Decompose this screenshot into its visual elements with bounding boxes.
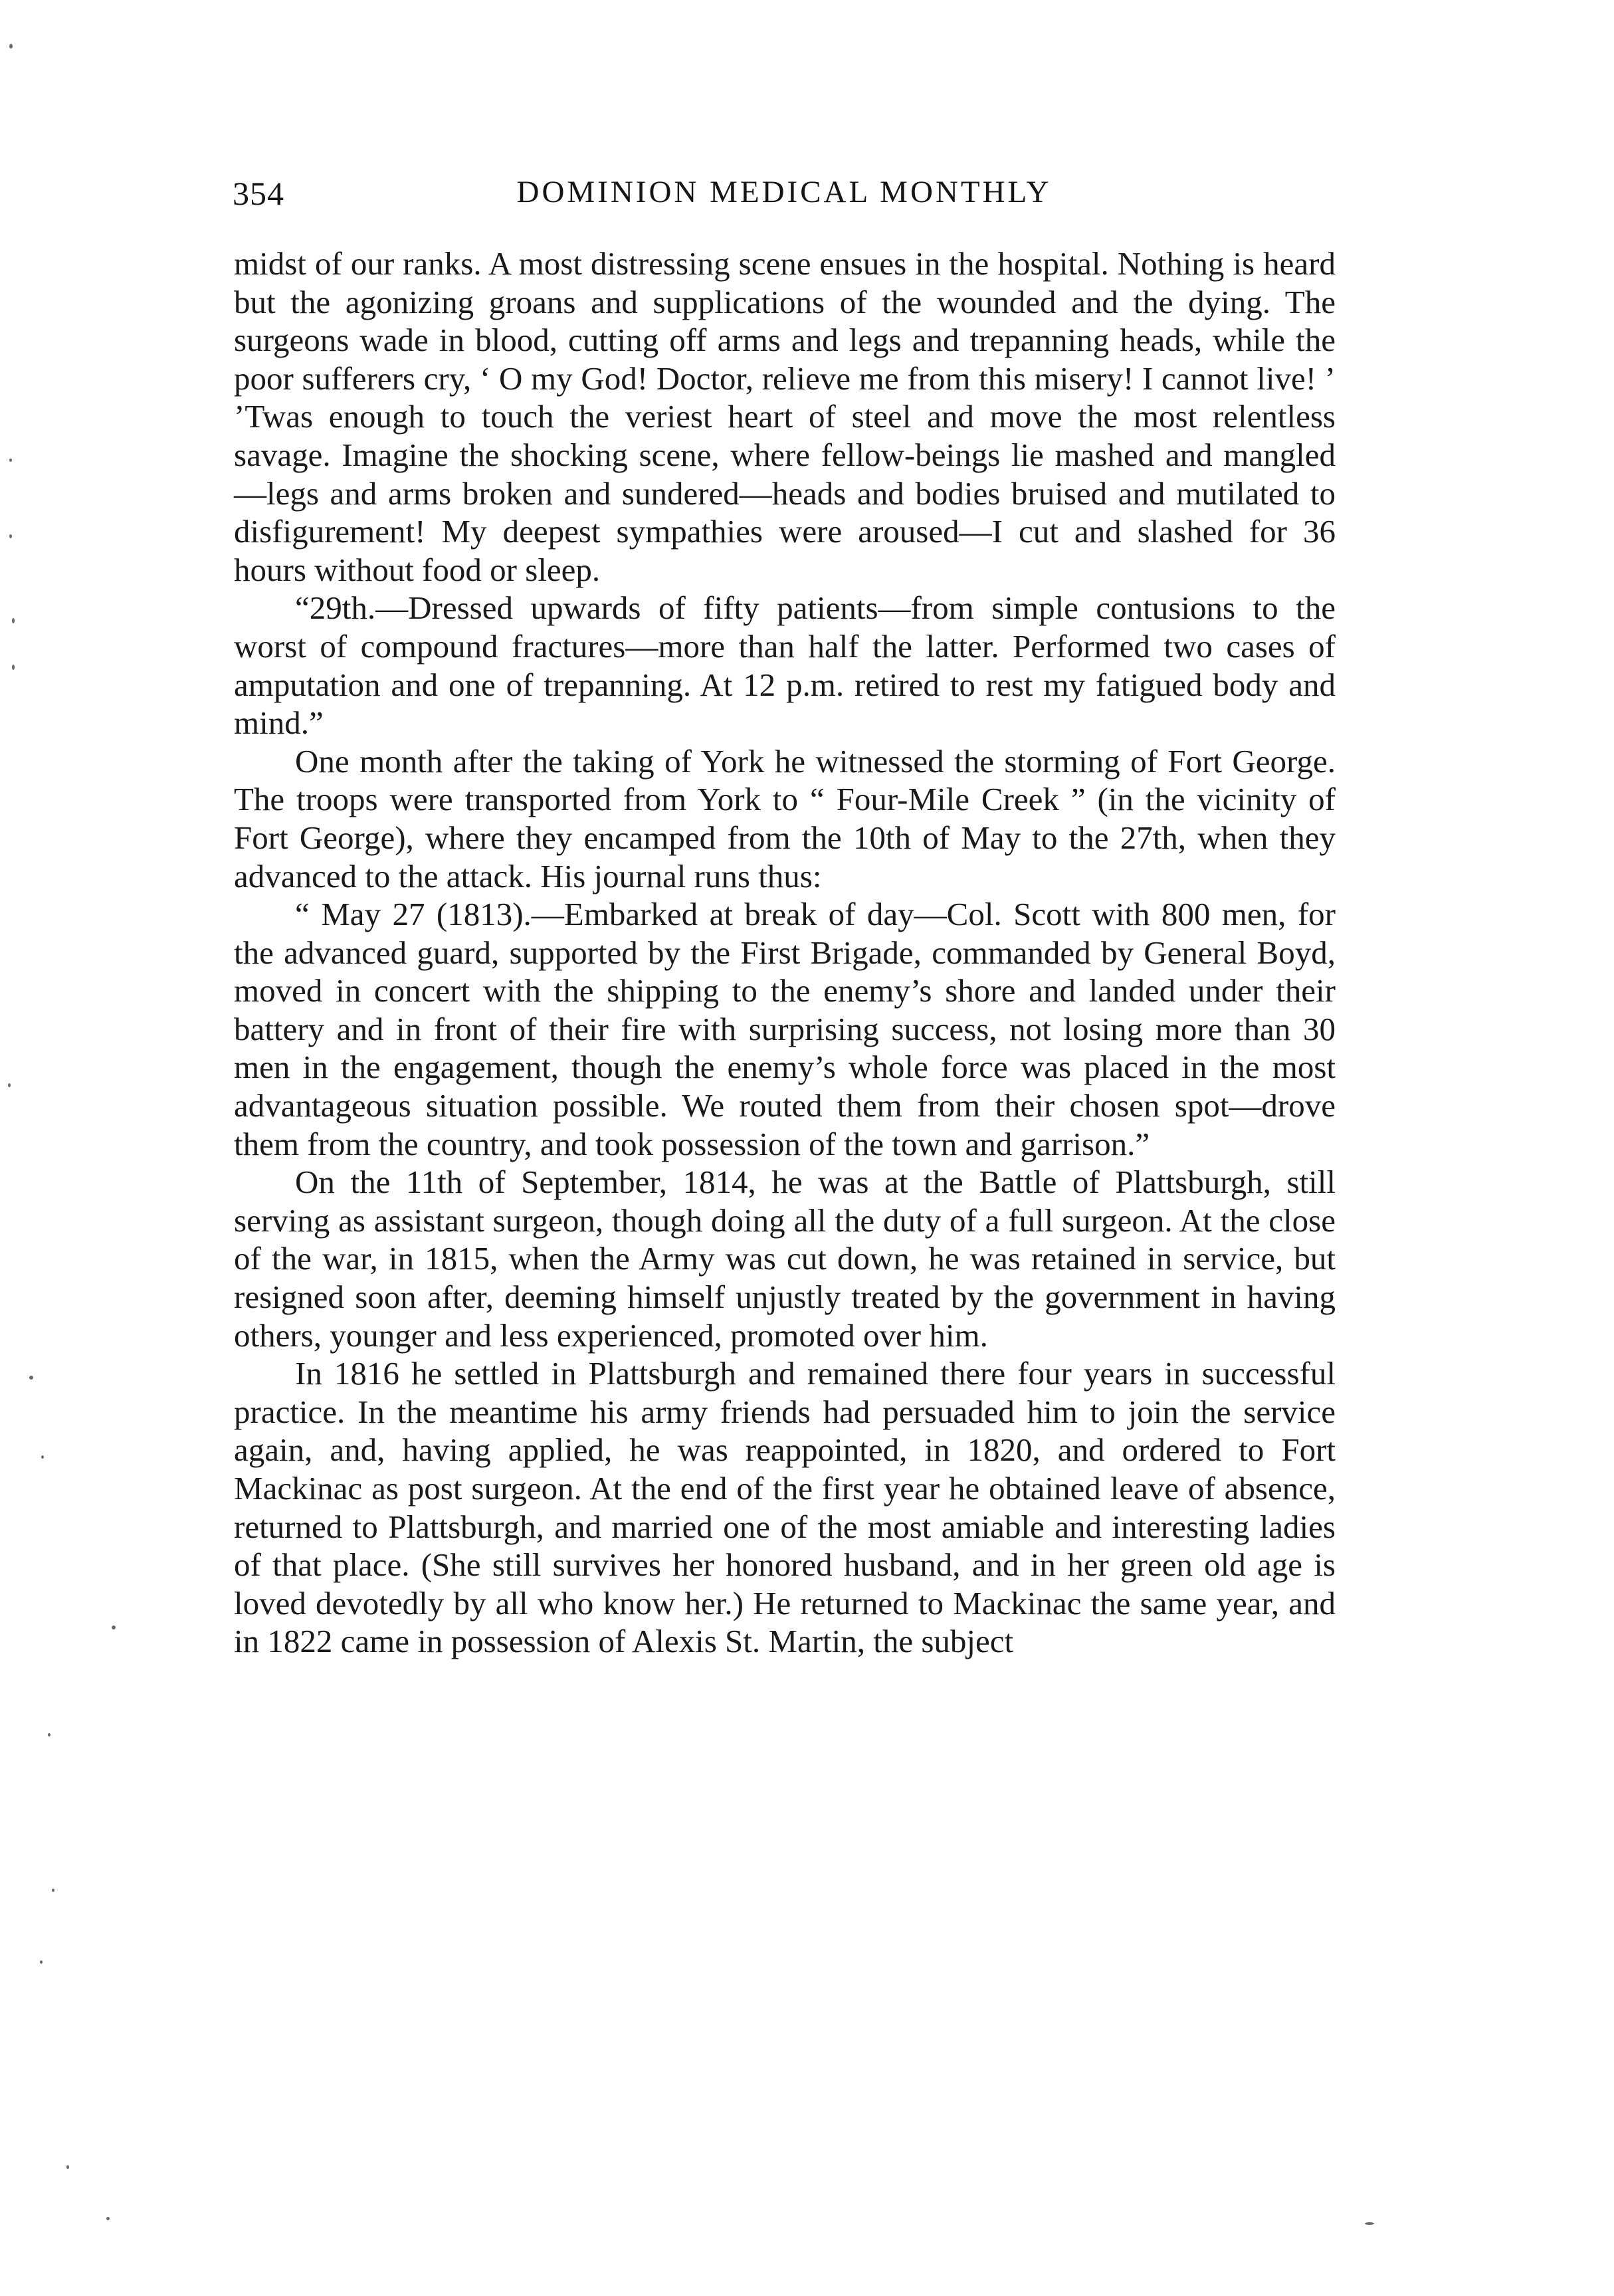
- scan-speck: [66, 2165, 69, 2169]
- paragraph-continued: midst of our ranks. A most distressing scene ensues in the hospital. Nothing is heard but the agonizing groans and supplications of the wounded and the dying. The surgeons wade in blood, cutting off arms and legs and trepanning heads, while the poor sufferers cry, ‘ O my God! Doctor, relieve me from this misery! I cannot live! ’ ’Twas enough to touch the veriest heart of steel and move the most relentless savage. Imagine the shocking scene, where fellow-beings lie mashed and mangled—legs and arms broken and sundered—heads and bodies bruised and mutilated to disfigurement! My deepest sympathies were aroused—I cut and slashed for 36 hours without food or sleep.: [234, 245, 1336, 588]
- scan-speck: [48, 1733, 50, 1736]
- paragraph-journal-may-27: “ May 27 (1813).—Embarked at break of day—Col. Scott with 800 men, for the advanced guard, supported by the First Brigade, commanded by General Boyd, moved in concert with the shipping to the enemy’s shore and landed under their battery and in front of their fire with surprising success, not losing more than 30 men in the engagement, though the enemy’s whole force was placed in the most advantageous situation possible. We routed them from their chosen spot—drove them from the country, and took possession of the town and garrison.”: [234, 896, 1336, 1162]
- paragraph-journal-29th: “29th.—Dressed upwards of fifty patients—from simple contusions to the worst of compound fractures—more than half the latter. Performed two cases of amputation and one of trepanning. At 12 p.m. retired to rest my fatigued body and mind.”: [234, 589, 1336, 742]
- body-text: [234, 245, 1336, 1661]
- scan-speck: [12, 665, 15, 670]
- scan-speck: [52, 1889, 54, 1892]
- paragraph-plattsburgh-battle: On the 11th of September, 1814, he was at the Battle of Plattsburgh, still serving as assistant surgeon, though doing all the duty of a full surgeon. At the close of the war, in 1815, when the Army was cut down, he was retained in service, but resigned soon after, deeming himself unjustly treated by the government in having others, younger and less experienced, promoted over him.: [234, 1164, 1336, 1354]
- scan-speck: [8, 1083, 11, 1087]
- scan-speck: [9, 459, 12, 462]
- scan-speck: [9, 534, 12, 538]
- scan-speck: [106, 2217, 110, 2220]
- page-header: [233, 174, 1336, 221]
- scan-speck: [40, 1960, 43, 1964]
- page-number: 354: [233, 175, 284, 212]
- scan-speck: [9, 44, 13, 49]
- running-title: DOMINION MEDICAL MONTHLY: [516, 175, 1052, 209]
- scan-speck: [112, 1625, 116, 1629]
- scan-speck: [29, 1376, 33, 1380]
- scan-speck: [41, 1455, 44, 1459]
- paragraph-fort-george: One month after the taking of York he witnessed the storming of Fort George. The troops were transported from York to “ Four-Mile Creek ” (in the vicinity of Fort George), where they encamped from the 10th of May to the 27th, when they advanced to the attack. His journal runs thus:: [234, 742, 1336, 894]
- paragraph-settled-plattsburgh: In 1816 he settled in Plattsburgh and remained there four years in successful practice. In the meantime his army friends had persuaded him to join the service again, and, having applied, he was reappointed, in 1820, and ordered to Fort Mackinac as post surgeon. At the end of the first year he obtained leave of absence, returned to Plattsburgh, and married one of the most amiable and interesting ladies of that place. (She still survives her honored husband, and in her green old age is loved devotedly by all who know her.) He returned to Mackinac the same year, and in 1822 came in possession of Alexis St. Martin, the subject: [234, 1355, 1336, 1660]
- scan-speck: [12, 618, 15, 623]
- scan-speck: [1365, 2222, 1374, 2225]
